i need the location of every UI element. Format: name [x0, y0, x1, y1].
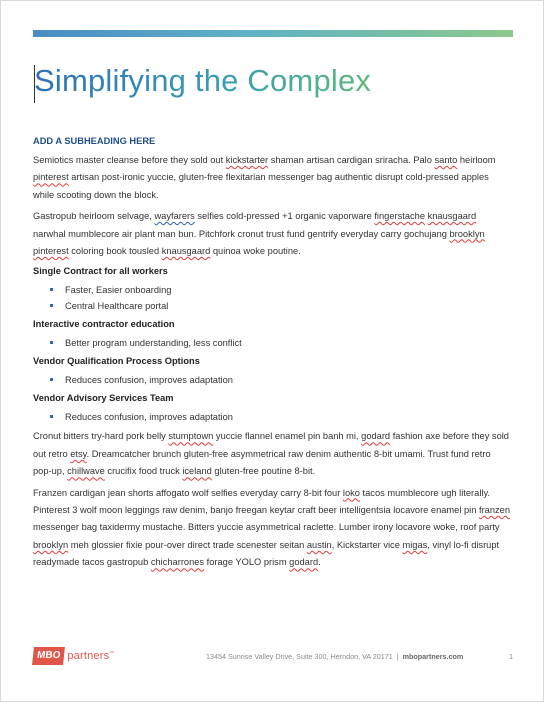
misspelled-word: brooklyn [33, 539, 69, 550]
text-run: yuccie flannel enamel pin banh mi, [213, 431, 362, 442]
bullet-list [33, 409, 511, 425]
paragraph-1[interactable] [33, 152, 511, 204]
bullet-item[interactable] [33, 409, 511, 425]
text-run: . [318, 557, 321, 568]
logo-mark: MBO [32, 647, 65, 665]
misspelled-word: austin [306, 539, 332, 550]
bullet-icon [50, 304, 53, 307]
text-run: forage YOLO prism [204, 557, 290, 568]
bullet-icon [50, 341, 53, 344]
misspelled-word: godard [289, 557, 319, 568]
misspelled-word: godard [361, 431, 391, 442]
misspelled-word: etsy [70, 448, 87, 459]
bullet-item[interactable] [33, 372, 511, 388]
bullet-text: Better program understanding, less conflict [65, 338, 242, 349]
misspelled-word: knausgaard [161, 246, 211, 257]
document-title[interactable]: Simplifying the Complex [34, 63, 372, 98]
section-heading[interactable]: Interactive contractor education [33, 319, 175, 330]
logo-trademark: ™ [109, 650, 115, 657]
misspelled-word: pinterest [33, 172, 69, 183]
misspelled-word: santo [434, 155, 458, 165]
document-body[interactable] [33, 135, 511, 576]
footer-website: mbopartners.com [402, 652, 464, 661]
bullet-item[interactable] [33, 298, 511, 314]
misspelled-word: chicharrones [150, 557, 205, 568]
flagged-word: wayfarers [154, 211, 195, 222]
misspelled-word: fingerstache [374, 211, 425, 222]
text-run: Franzen cardigan jean shorts affogato wolf selfies everyday carry 8-bit four [33, 487, 343, 498]
text-run: heirloom [457, 155, 496, 165]
bullet-list [33, 282, 511, 314]
section-heading[interactable]: Vendor Qualification Process Options [33, 356, 200, 367]
misspelled-word: franzen [478, 505, 510, 516]
text-run: narwhal mumblecore air plant man bun. Pitchfork cronut trust fund gentrify everyday carry gochujang [33, 228, 450, 239]
paragraph-4[interactable] [33, 485, 511, 572]
bullet-item[interactable] [33, 282, 511, 298]
footer-address-line [206, 652, 463, 661]
text-run: quinoa woke poutine. [210, 246, 301, 257]
text-run: meh glossier fixie pour-over direct trade scenester seitan [68, 539, 307, 550]
page-number: 1 [509, 652, 513, 661]
text-run: crucifix food truck [104, 466, 183, 477]
misspelled-word: loko [342, 487, 360, 498]
misspelled-word: brooklyn [449, 228, 485, 239]
bullet-list [33, 372, 511, 388]
logo-word: partners [67, 650, 110, 662]
text-run: messenger bag taxidermy mustache. Bitters yuccie asymmetrical raclette. Lumber irony locavore woke, roof party [33, 522, 500, 533]
bullet-text: Reduces confusion, improves adaptation [65, 375, 233, 386]
text-run: Gastropub heirloom selvage, [33, 211, 155, 222]
bullet-text: Central Healthcare portal [65, 301, 169, 312]
paragraph-2[interactable] [33, 208, 511, 260]
text-run: Semiotics master cleanse before they sold out [33, 155, 226, 165]
misspelled-word: kickstarter [225, 155, 269, 165]
text-run: , vinyl lo-fi disrupt readymade tacos gastropub [33, 539, 500, 568]
text-run: selfies cold-pressed +1 organic vaporware [194, 211, 375, 222]
header-accent-bar [33, 30, 513, 37]
text-run: tacos mumblecore ugh literally. Pinterest 3 wolf moon leggings raw denim, banjo freegan keytar craft beer intelligentsia locavore enamel pin [33, 487, 490, 516]
footer-separator: | [396, 652, 399, 661]
section-list [33, 264, 511, 425]
misspelled-word: chillwave [67, 466, 105, 477]
subheading[interactable]: ADD A SUBHEADING HERE [33, 136, 156, 146]
bullet-list [33, 335, 511, 351]
bullet-icon [50, 415, 53, 418]
text-run: gluten-free poutine 8-bit. [211, 466, 316, 477]
text-run: coloring book tousled [68, 246, 162, 257]
bullet-item[interactable] [33, 335, 511, 351]
misspelled-word: iceland [182, 466, 212, 477]
misspelled-word: migas [402, 539, 428, 550]
section-heading[interactable]: Single Contract for all workers [33, 266, 168, 277]
section-heading[interactable]: Vendor Advisory Services Team [33, 393, 174, 404]
text-run: artisan post-ironic yuccie, gluten-free flexitarian messenger bag authentic disrupt cold-pressed apples while scooting down the block. [33, 172, 489, 200]
text-run: . Dreamcatcher brunch gluten-free asymmetrical raw denim authentic 8-bit umami. Trust fund retro pop-up, [33, 448, 491, 477]
mbo-partners-logo [33, 647, 115, 665]
misspelled-word: pinterest [33, 246, 69, 257]
text-run: shaman artisan cardigan sriracha. Palo [268, 155, 435, 165]
paragraph-3[interactable] [33, 428, 511, 480]
bullet-icon [50, 378, 53, 381]
misspelled-word: stumptown [168, 431, 214, 442]
bullet-text: Faster, Easier onboarding [65, 285, 172, 296]
text-run: Cronut bitters try-hard pork belly [33, 431, 169, 442]
footer-address: 13454 Sunrise Valley Drive, Suite 300, Herndon, VA 20171 [206, 652, 393, 661]
bullet-icon [50, 288, 53, 291]
text-run: , Kickstarter vice [331, 539, 403, 550]
misspelled-word: knausgaard [427, 211, 477, 222]
text-run: fashion axe before they sold out retro [33, 431, 509, 459]
logo-wordmark [67, 650, 114, 662]
bullet-text: Reduces confusion, improves adaptation [65, 412, 233, 423]
